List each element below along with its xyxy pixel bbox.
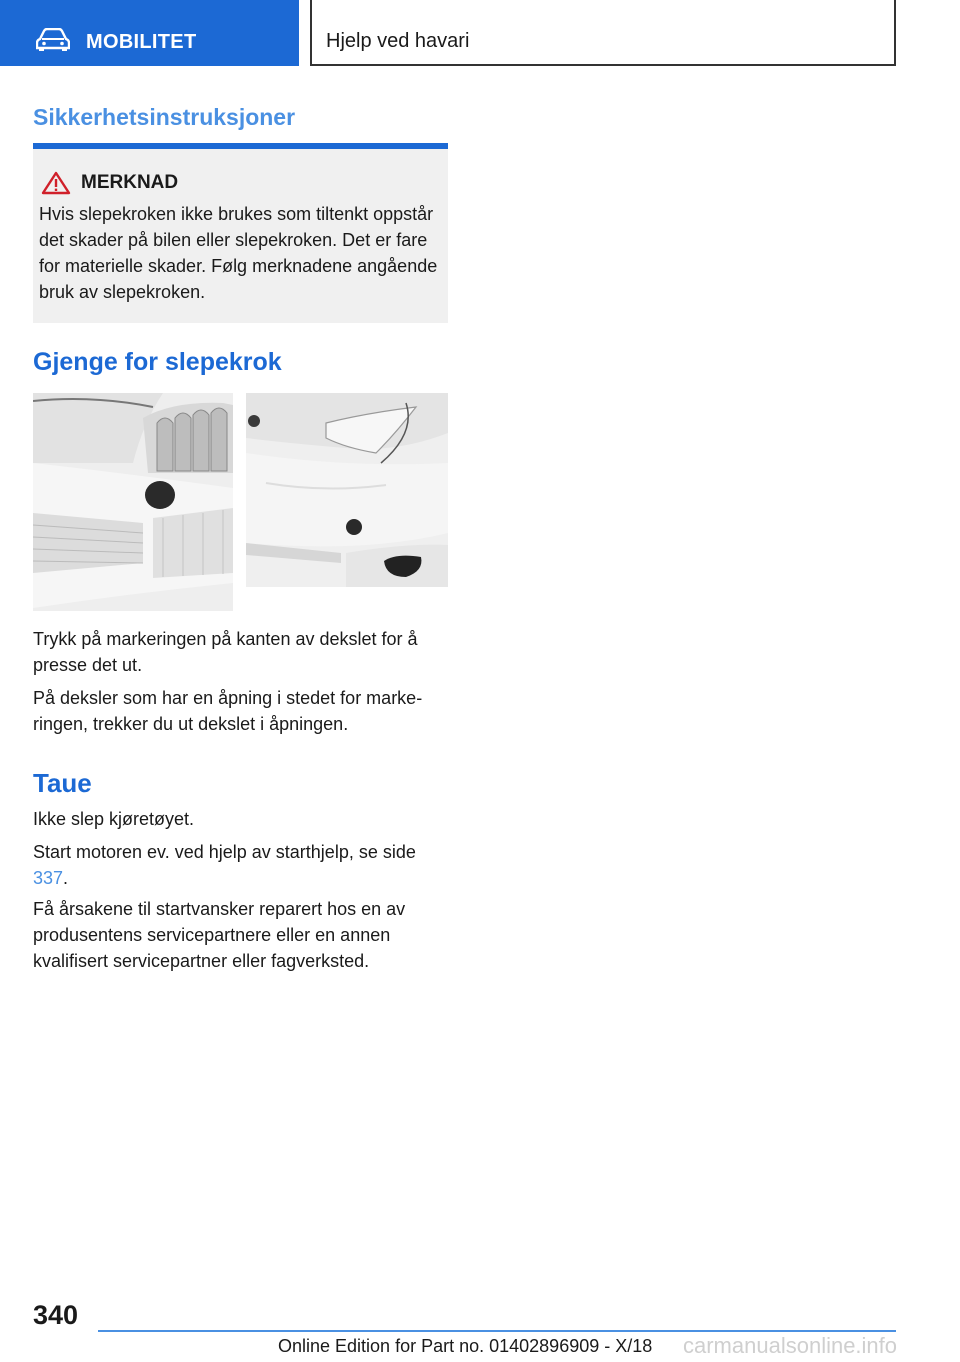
tow-paragraph-2 xyxy=(33,839,448,891)
edition-text: Online Edition for Part no. 01402896909 - X/18 xyxy=(278,1336,653,1356)
thread-paragraph-2: På deksler som har en åpning i stedet for markeringen, trekker du ut dekslet i åpningen. xyxy=(33,688,423,734)
watermark: carmanualsonline.info xyxy=(683,1333,898,1358)
notice-text: Hvis slepekroken ikke brukes som tiltenkt oppstår det skader på bilen eller slepekroken. Det er fare for materielle skader. Følg merknadene angående bruk av slepekroken. xyxy=(39,204,438,302)
warning-icon xyxy=(41,171,71,195)
tow-paragraph-1: Ikke slep kjøretøyet. xyxy=(33,809,195,829)
tow-paragraph-3: Få årsakene til startvansker reparert hos en av produsentens servicepartnere eller en annen kvalifisert servicepartner eller fagverksted. xyxy=(33,899,406,971)
thread-heading: Gjenge for slepekrok xyxy=(33,348,282,376)
notice-title: MERKNAD xyxy=(81,172,179,193)
notice-header xyxy=(39,171,438,195)
page-number: 340 xyxy=(33,1300,79,1330)
section-label: Hjelp ved havari xyxy=(326,30,470,52)
notice-box xyxy=(33,143,448,323)
front-bumper-image xyxy=(33,393,233,611)
section-header xyxy=(310,0,896,66)
footer-rule xyxy=(98,1330,896,1332)
chapter-tab xyxy=(0,0,299,66)
tow-paragraph-2-text: Start motoren ev. ved hjelp av starthjelp, se side xyxy=(33,842,416,862)
safety-heading: Sikkerhetsinstruksjoner xyxy=(33,104,296,130)
tow-paragraph-2-end: . xyxy=(63,868,69,888)
car-icon xyxy=(36,28,70,52)
page-reference-link[interactable]: 337 xyxy=(33,868,64,888)
tow-heading: Taue xyxy=(33,768,92,798)
chapter-label: MOBILITET xyxy=(86,31,197,53)
rear-bumper-image xyxy=(246,393,448,587)
thread-paragraph-1: Trykk på markeringen på kanten av dekslet for å presse det ut. xyxy=(33,629,418,675)
